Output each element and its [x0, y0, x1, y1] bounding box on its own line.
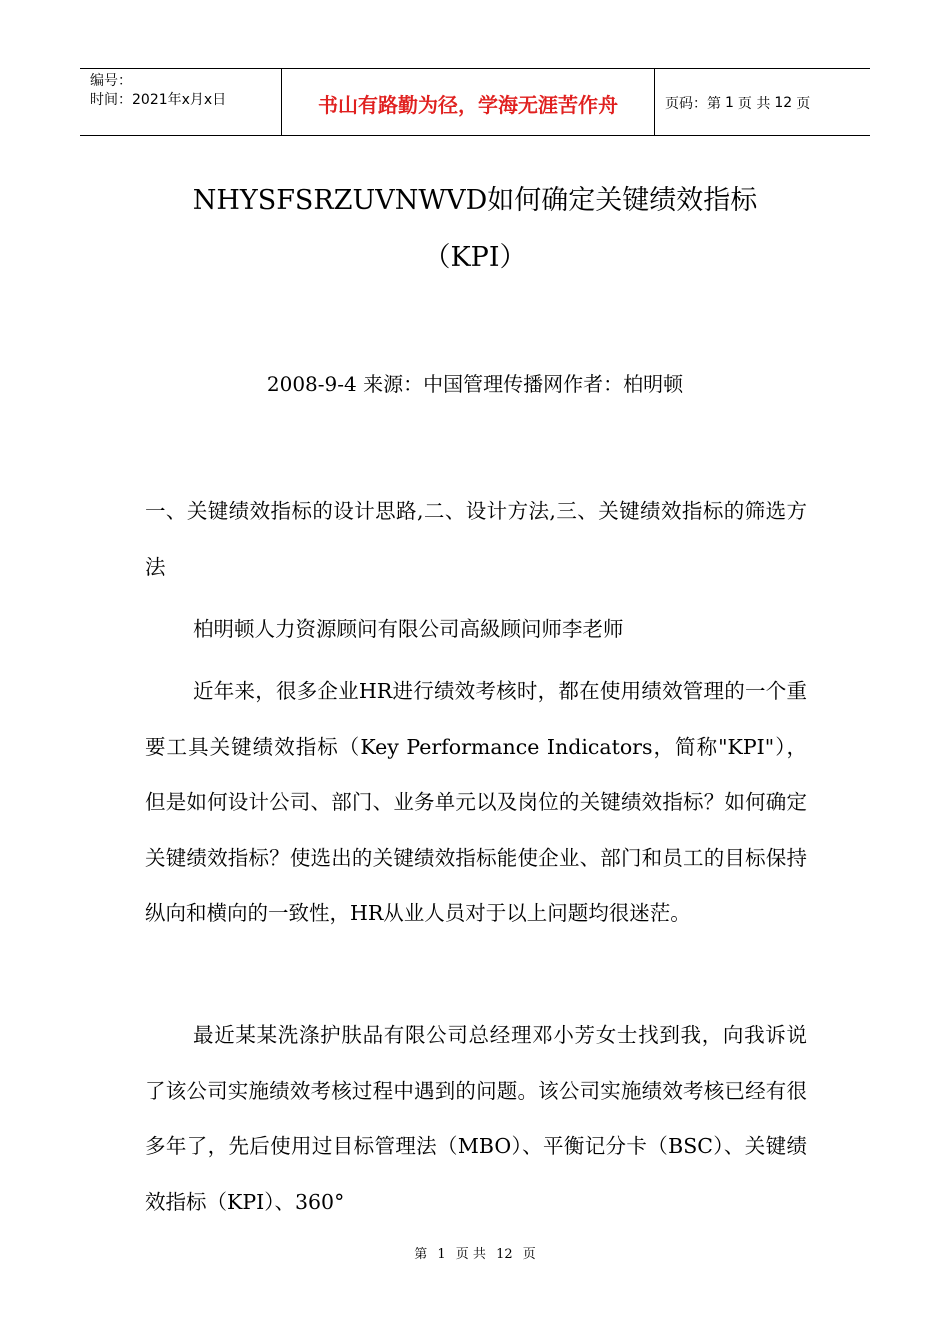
document-title-line-1: NHYSFSRZUVNWVD如何确定关键绩效指标 [192, 185, 758, 216]
page-middle: 页 共 [737, 96, 771, 112]
footer-total: 12 [496, 1247, 513, 1262]
header-info-cell [80, 69, 282, 135]
paragraph-intro: 近年来，很多企业HR进行绩效考核时，都在使用绩效管理的一个重要工具关键绩效指标（Key Performance Indicators，简称"KPI"），但是如何设计公司、部门、业务单元以及岗位的关键绩效指标？如何确定关键绩效指标？使选出的关键绩效指标能使企业、部门和员工的目标保持纵向和横向的一致性，HR从业人员对于以上问题均很迷茫。 [145, 679, 807, 925]
page-current: 1 [725, 95, 734, 111]
document-meta: 2008-9-4 来源：中国管理传播网作者：柏明顿 [266, 372, 684, 396]
document-title-line-2: （KPI） [423, 242, 527, 273]
page-total: 12 [774, 95, 793, 111]
footer-prefix: 第 [414, 1247, 428, 1262]
document-header [80, 68, 870, 136]
paragraph-author: 柏明顿人力资源顾问有限公司高級顾问师李老师 [193, 617, 624, 641]
page-footer [0, 1245, 950, 1265]
paragraph-outline: 一、关键绩效指标的设计思路,二、设计方法,三、关键绩效指标的筛选方法 [145, 499, 807, 579]
footer-middle: 页 共 [455, 1247, 486, 1262]
header-motto: 书山有路勤为径，学海无涯苦作舟 [282, 69, 655, 135]
paragraph-case: 最近某某洗涤护肤品有限公司总经理邓小芳女士找到我，向我诉说了该公司实施绩效考核过程中遇到的问题。该公司实施绩效考核已经有很多年了，先后使用过目标管理法（MBO）、平衡记分卡（BSC）、关键绩效指标（KPI）、360° [145, 1023, 807, 1214]
page-prefix: 页码：第 [665, 96, 721, 112]
time-label: 时间：2021年x月x日 [90, 92, 227, 108]
footer-suffix: 页 [522, 1247, 536, 1262]
footer-current: 1 [437, 1247, 446, 1262]
page-suffix: 页 [796, 96, 811, 112]
number-label: 编号： [90, 73, 132, 89]
header-page-info [655, 69, 870, 135]
